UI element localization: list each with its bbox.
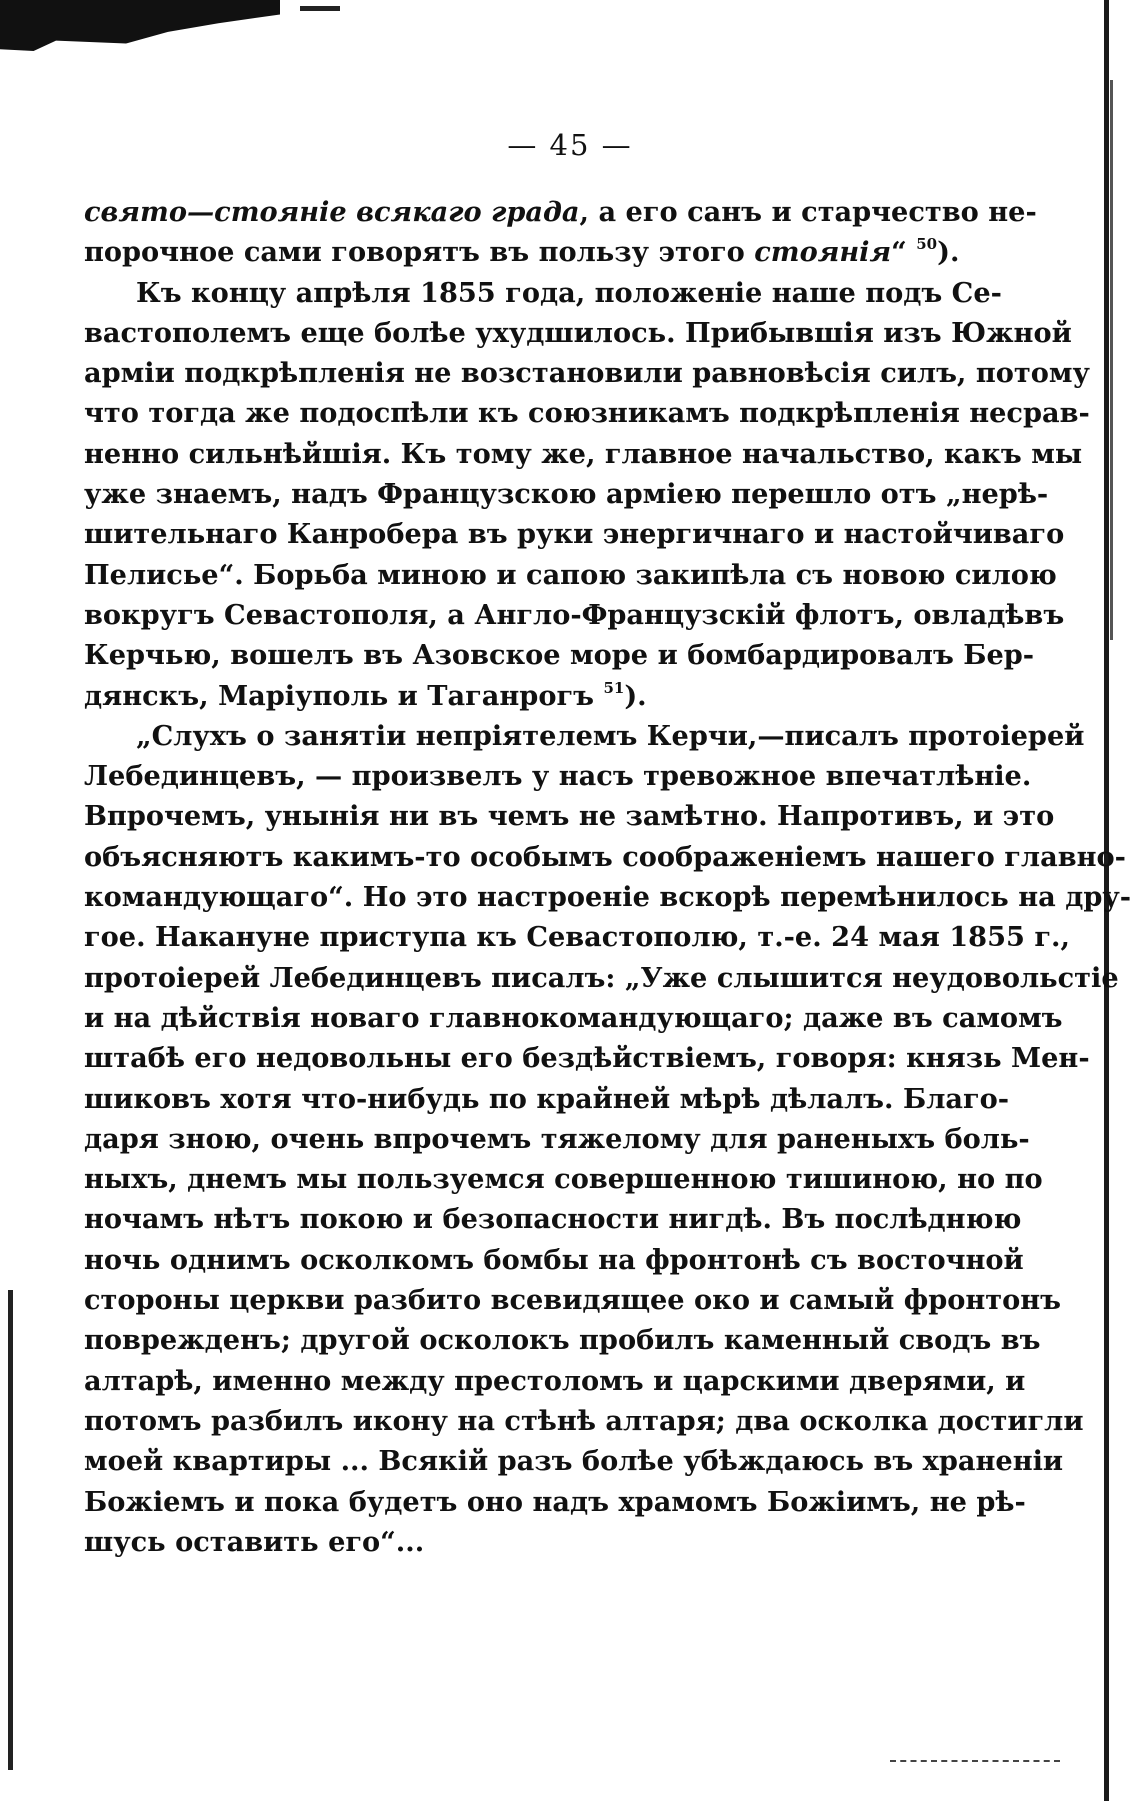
text-run: шусь оставить его“... [84,1525,425,1558]
text-run: ныхъ, днемъ мы пользуемся совершенною тишиною, но по [84,1163,1043,1196]
scan-edge-right-inner [1110,80,1113,640]
text-line [84,1522,924,1562]
text-line [84,1240,1024,1280]
text-run: поврежденъ; другой осколокъ пробилъ каменный сводъ въ [84,1324,1041,1357]
text-line [84,1320,1041,1360]
text-run: “ [891,236,917,269]
text-line [84,756,1032,796]
text-run: что тогда же подоспѣли къ союзникамъ подкрѣпленія несрав- [84,397,1090,430]
text-line [84,313,1072,353]
text-run: Къ концу апрѣля 1855 года, положеніе наше подъ Се- [136,276,1002,309]
text-run: ночамъ нѣтъ покою и безопасности нигдѣ. Въ послѣднюю [84,1203,1022,1236]
text-line [84,1482,1026,1522]
paragraph [84,273,1090,716]
text-line [84,273,1002,313]
text-run: даря зною, очень впрочемъ тяжелому для раненыхъ боль- [84,1122,1030,1155]
text-run: протоіерей Лебединцевъ писалъ: „Уже слышится неудовольстіе [84,961,1119,994]
text-line [84,1159,1043,1199]
text-line [84,877,1132,917]
footnote-ref: 51 [603,678,625,697]
text-run: гое. Накануне приступа къ Севастополю, т.-е. 24 мая 1855 г., [84,921,1070,954]
text-run: арміи подкрѣпленія не возстановили равновѣсія силъ, потому [84,357,1090,390]
text-run: штабѣ его недовольны его бездѣйствіемъ, говоря: князь Мен- [84,1042,1090,1075]
text-line [84,1361,1026,1401]
text-run: командующаго“. Но это настроеніе вскорѣ перемѣнилось на дру- [84,881,1132,914]
text-line [84,676,924,716]
text-line [84,635,1035,675]
text-line [84,393,1090,433]
text-run: уже знаемъ, надъ Французскою арміею перешло отъ „нерѣ- [84,478,1049,511]
scan-artifact-top-dash [300,6,340,11]
text-run: шиковъ хотя что-нибудь по крайней мѣрѣ дѣлалъ. Благо- [84,1082,1010,1115]
text-line [84,837,1126,877]
text-line [84,434,1083,474]
text-run: потомъ разбилъ икону на стѣнѣ алтаря; два осколка достигли [84,1404,1084,1437]
text-line [84,1441,1064,1481]
text-line [84,232,960,272]
text-run: алтарѣ, именно между престоломъ и царскими дверями, и [84,1364,1026,1397]
text-line [84,917,1070,957]
scan-edge-left [8,1290,13,1770]
scan-artifact-top [0,0,280,58]
text-line [84,1401,1084,1441]
text-line [84,998,1063,1038]
text-run: порочное сами говорятъ въ пользу этого [84,236,755,269]
text-line [84,555,1057,595]
page-number: — 45 — [507,128,633,162]
text-run: шительнаго Канробера въ руки энергичнаго и настойчиваго [84,518,1065,551]
text-run: объясняютъ какимъ-то особымъ соображеніемъ нашего главно- [84,840,1126,873]
text-run: и на дѣйствія новаго главнокомандующаго; даже въ самомъ [84,1001,1063,1034]
text-line [84,474,1049,514]
text-run: вокругъ Севастополя, а Англо-Французскій флотъ, овладѣвъ [84,598,1065,631]
text-run: Божіемъ и пока будетъ оно надъ храмомъ Божіимъ, не рѣ- [84,1485,1026,1518]
text-line [84,353,1090,393]
text-run: стороны церкви разбито всевидящее око и самый фронтонъ [84,1284,1062,1317]
text-line [84,1119,1030,1159]
text-run: моей квартиры ... Всякій разъ болѣе убѣждаюсь въ храненіи [84,1445,1064,1478]
text-run: Лебединцевъ, — произвелъ у насъ тревожное впечатлѣніе. [84,760,1032,793]
text-line [84,796,1055,836]
footnote-ref: 50 [916,235,938,254]
text-run: ). [937,236,960,269]
text-line [84,514,1065,554]
text-run: Пелисье“. Борьба миною и сапою закипѣла съ новою силою [84,558,1057,591]
text-run: ). [624,679,647,712]
text-run: , а его санъ и старчество не- [579,196,1037,228]
text-run: Впрочемъ, унынія ни въ чемъ не замѣтно. Напротивъ, и это [84,800,1055,833]
text-run: дянскъ, Маріуполь и Таганрогъ [84,679,604,712]
text-line [84,958,1119,998]
text-run: ночь однимъ осколкомъ бомбы на фронтонѣ съ восточной [84,1243,1024,1276]
text-run: вастополемъ еще болѣе ухудшилось. Прибывшія изъ Южной [84,316,1072,349]
paragraph [84,716,1132,1562]
text-line [84,595,1065,635]
text-run: ненно сильнѣйшія. Къ тому же, главное начальство, какъ мы [84,437,1083,470]
scan-artifact-bottom [890,1760,1060,1764]
text-line [84,716,1085,756]
text-run: стоянія [754,236,892,269]
text-line [84,1280,1062,1320]
text-run: „Слухъ о занятіи непріятелемъ Керчи,—писалъ протоіерей [136,719,1085,752]
body-text [84,192,1132,1562]
paragraph [84,192,1037,273]
text-line [84,1038,1090,1078]
text-run: свято—стояніе всякаго града [84,196,580,228]
text-line [84,192,1037,232]
text-line [84,1079,1010,1119]
text-run: Керчью, вошелъ въ Азовское море и бомбардировалъ Бер- [84,639,1035,672]
text-line [84,1199,1022,1239]
